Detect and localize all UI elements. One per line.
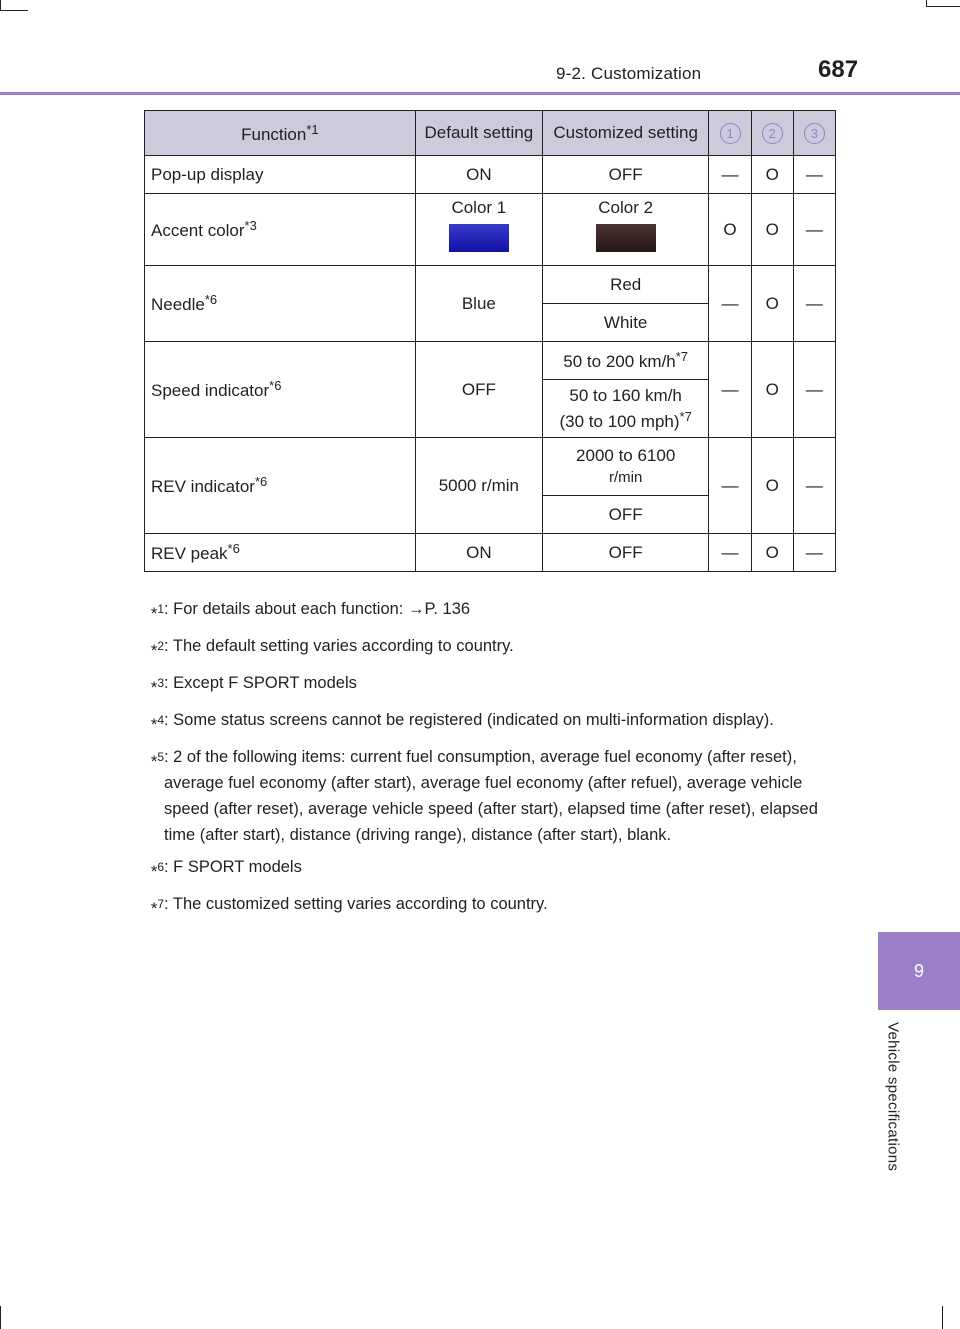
crop-mark bbox=[0, 0, 1, 10]
cell-col-3: — bbox=[793, 534, 835, 572]
cell-col-3: — bbox=[793, 156, 835, 194]
footnote-mark: *$^5$ bbox=[150, 750, 164, 771]
crop-mark bbox=[0, 1306, 1, 1329]
table-row bbox=[145, 266, 836, 304]
header-col-3 bbox=[793, 111, 835, 156]
footnote-mark: *$^2$ bbox=[150, 639, 164, 660]
footnote bbox=[130, 707, 830, 738]
cell-custom: 50 to 160 km/h (30 to 100 mph)$^{*7}$ bbox=[542, 380, 708, 438]
crop-mark bbox=[0, 10, 28, 11]
header-function: Function$^{*1}$ bbox=[145, 111, 416, 156]
footnote bbox=[130, 891, 830, 922]
chapter-label-text: Vehicle specifications bbox=[884, 1022, 902, 1172]
table-row bbox=[145, 342, 836, 380]
cell-col-2: O bbox=[751, 156, 793, 194]
cell-custom: OFF bbox=[542, 534, 708, 572]
cell-col-2: O bbox=[751, 266, 793, 342]
cell-custom: Red bbox=[542, 266, 708, 304]
footnote bbox=[130, 633, 830, 664]
cell-default: Blue bbox=[415, 266, 542, 342]
header-default: Default setting bbox=[415, 111, 542, 156]
footnote-text: : F SPORT models bbox=[164, 858, 302, 876]
cell-col-1: — bbox=[709, 534, 751, 572]
customization-table bbox=[144, 110, 836, 572]
cell-col-3: — bbox=[793, 342, 835, 438]
color-swatch-blue bbox=[449, 224, 509, 252]
cell-col-2: O bbox=[751, 534, 793, 572]
cell-custom: White bbox=[542, 304, 708, 342]
table-row bbox=[145, 534, 836, 572]
footnote bbox=[130, 670, 830, 701]
footnote-mark: *$^1$ bbox=[150, 602, 164, 623]
footnote-mark: *$^7$ bbox=[150, 897, 164, 918]
cell-col-3: — bbox=[793, 194, 835, 266]
cell-function: Speed indicator$^{*6}$ bbox=[145, 342, 416, 438]
chapter-label bbox=[878, 1010, 908, 1210]
table-row bbox=[145, 438, 836, 496]
cell-default: 5000 r/min bbox=[415, 438, 542, 534]
cell-custom: Color 2 bbox=[542, 194, 708, 266]
cell-custom: OFF bbox=[542, 156, 708, 194]
crop-mark bbox=[926, 6, 960, 7]
cell-default: ON bbox=[415, 156, 542, 194]
header-customized: Customized setting bbox=[542, 111, 708, 156]
footnote-text: : Some status screens cannot be registered (indicated on multi-information display). bbox=[164, 711, 774, 729]
footnote-text: : Except F SPORT models bbox=[164, 674, 357, 692]
footnote bbox=[130, 854, 830, 885]
cell-col-3: — bbox=[793, 266, 835, 342]
chapter-tab[interactable] bbox=[878, 932, 960, 1010]
cell-default: ON bbox=[415, 534, 542, 572]
cell-custom: OFF bbox=[542, 496, 708, 534]
cell-function: Pop-up display bbox=[145, 156, 416, 194]
cell-col-1: — bbox=[709, 342, 751, 438]
section-title: 9-2. Customization bbox=[556, 64, 702, 83]
header-col-1 bbox=[709, 111, 751, 156]
footnote-mark: *$^3$ bbox=[150, 676, 164, 697]
color-swatch-brown bbox=[596, 224, 656, 252]
table-header-row bbox=[145, 111, 836, 156]
page-number: 687 bbox=[818, 56, 859, 83]
cell-function: Accent color$^{*3}$ bbox=[145, 194, 416, 266]
chapter-number: 9 bbox=[913, 960, 924, 981]
cell-col-2: O bbox=[751, 194, 793, 266]
footnote bbox=[130, 596, 830, 627]
footnote-text: : The default setting varies according to country. bbox=[164, 637, 514, 655]
cell-col-2: O bbox=[751, 342, 793, 438]
cell-default: OFF bbox=[415, 342, 542, 438]
table-row bbox=[145, 194, 836, 266]
cell-default: Color 1 bbox=[415, 194, 542, 266]
cell-function: REV peak$^{*6}$ bbox=[145, 534, 416, 572]
footnote-text: : For details about each function: →P. 136 bbox=[164, 600, 471, 618]
cell-col-1: O bbox=[709, 194, 751, 266]
cell-col-1: — bbox=[709, 156, 751, 194]
footnote-text: : The customized setting varies according to country. bbox=[164, 895, 548, 913]
crop-mark bbox=[942, 1306, 943, 1329]
cell-col-3: — bbox=[793, 438, 835, 534]
cell-custom: 50 to 200 $km/h^{*7}$ bbox=[542, 342, 708, 380]
cell-col-1: — bbox=[709, 266, 751, 342]
cell-custom: 2000 to 6100 r/min bbox=[542, 438, 708, 496]
circled-3-icon: 3 bbox=[804, 123, 825, 144]
header-rule bbox=[0, 92, 960, 95]
footnotes bbox=[130, 596, 830, 928]
header-col-2 bbox=[751, 111, 793, 156]
cell-col-1: — bbox=[709, 438, 751, 534]
circled-2-icon: 2 bbox=[762, 123, 783, 144]
footnote-mark: *$^6$ bbox=[150, 860, 164, 881]
cell-col-2: O bbox=[751, 438, 793, 534]
footnote bbox=[130, 744, 830, 848]
cell-function: Needle$^{*6}$ bbox=[145, 266, 416, 342]
footnote-text: : 2 of the following items: current fuel consumption, average fuel economy (after reset), average fuel economy (after start), average fuel economy (after refuel), average vehicle speed (after reset), average vehicle speed (after start), elapsed time (after reset), elapsed time (after start), distance (driving range), distance (after start), blank. bbox=[164, 748, 818, 844]
cell-function: REV indicator$^{*6}$ bbox=[145, 438, 416, 534]
table-row bbox=[145, 156, 836, 194]
circled-1-icon: 1 bbox=[720, 123, 741, 144]
footnote-mark: *$^4$ bbox=[150, 713, 164, 734]
